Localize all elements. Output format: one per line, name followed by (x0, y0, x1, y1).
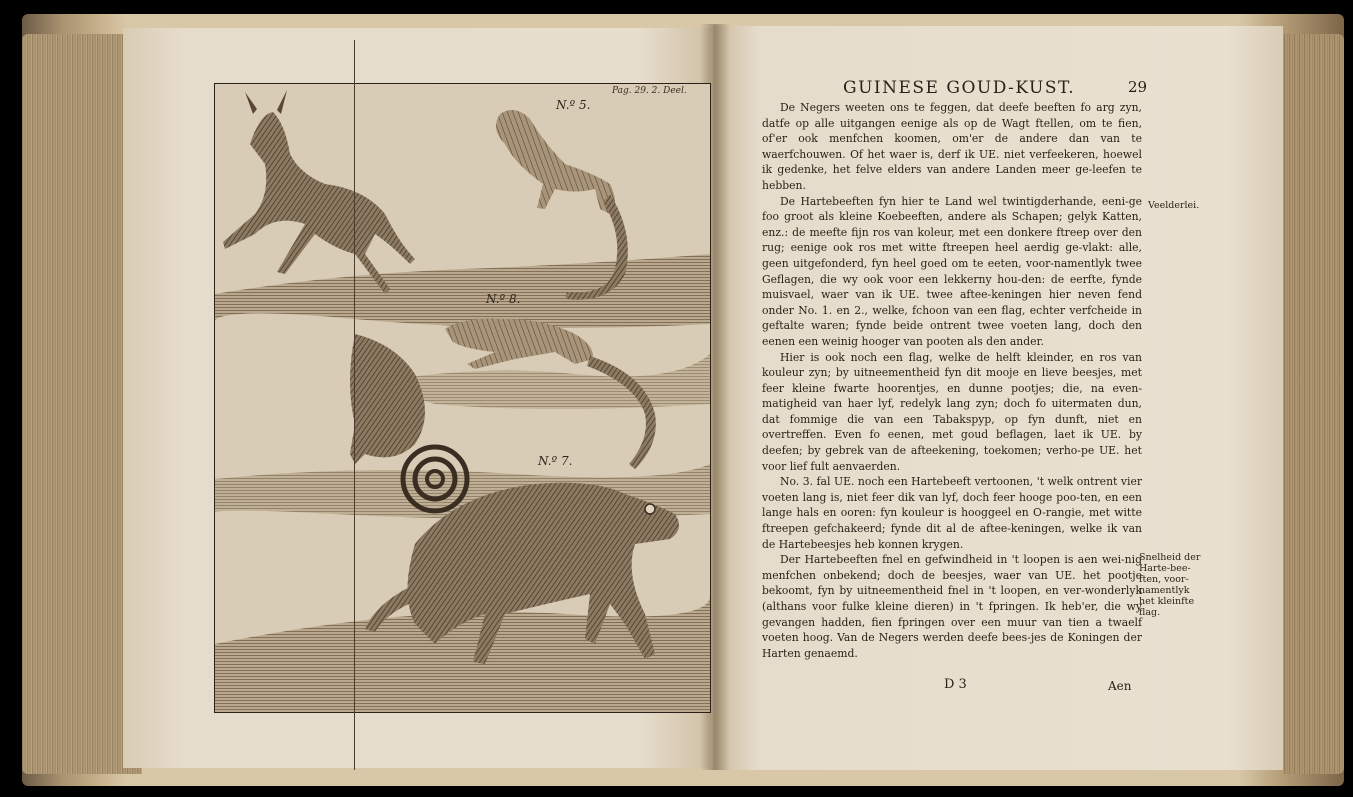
chameleon-left (350, 334, 425, 464)
margin-note: Snelheid der Harte-bee-ften, voor-namentlyk het kleinfte flag. (1139, 552, 1201, 618)
paragraph: No. 3. fal UE. noch een Hartebeeft vertoonen, 't welk ontrent vier voeten lang is, niet feer dik van lyf, doch feer hooge poo-ten, en een lange hals en ooren: fyn kouleur is hooggeel en O-rangie, met witte ftreepen gefchakeerd; fynde dit al de aftee-keningen, welke ik van de Hartebeesjes heb konnen krygen. (762, 475, 1142, 551)
plate-label-7: N.º 7. (538, 454, 573, 468)
body-text (762, 100, 1142, 661)
paragraph: Der Hartebeeften fnel en gefwindheid in 't loopen is aen wei-nig menfchen onbekend; doch de beesjes, waer van UE. het pootje bekoomt, fyn by uitneementheid fnel in 't loopen, en ver-wonderlyk (althans voor fulke kleine dieren) in 't fpringen. Ik heb'er, die wy gevangen hadden, fien fpringen over een muur van tien a twaelf voeten hoog. Van de Negers werden deefe bees-jes de Koningen der Harten genaemd. (762, 553, 1142, 660)
plate-illustration (215, 84, 710, 712)
page-edges-right (1284, 34, 1344, 774)
deer (223, 112, 415, 294)
paragraph: De Hartebeeften fyn hier te Land wel twintigderhande, eeni-ge foo groot als kleine Koebeeften, andere als Schapen; gelyk Katten, enz.: de meefte fijn ros van koleur, met een donkere ftreep over den rug; eenige ook ros met witte ftreepen heel aerdig ge-vlakt: alle, geen uitgefonderd, fyn heel goed om te eeten, voor-namentlyk twee Geflagen, die wy ook voor een lekkerny hou-den: de eerfte, fynde muisvael, waer van ik UE. twee aftee-keningen hier neven fend onder No. 1. en 2., welke, fchoon van een flag, echter verfcheide in geftalte waren; fynde beide ontrent twee voeten lang, doch den eenen een weinig hooger van pooten als den ander. (762, 194, 1142, 348)
margin-note: Veelderlei. (1148, 200, 1200, 211)
paragraph: Hier is ook noch een flag, welke de helft kleinder, en ros van kouleur zyn; by uitneementheid fyn dit mooje en lieve beesjes, met feer kleine fwarte hoorentjes, en dunne pootjes; die, na even-matigheid van haer lyf, redelyk lang zyn; doch fo uitermaten dun, dat fommige die van een Tabakspyp, op fyn dunft, niet en overtreffen. Even fo eenen, met goud beflagen, laet ik UE. by deefen; by gebrek van de afteekening, toekomen; verho-pe UE. het voor lief fult aenvaerden. (762, 350, 1142, 473)
page-number: 29 (1128, 78, 1148, 96)
catchword: Aen (1108, 679, 1132, 693)
plate-label-8: N.º 8. (486, 292, 521, 306)
signature-mark: D 3 (944, 677, 967, 692)
plate-caption: Pag. 29. 2. Deel. (612, 86, 687, 96)
engraved-plate (214, 83, 711, 713)
plate-fold-line (354, 40, 355, 770)
plate-label-5: N.º 5. (556, 98, 591, 112)
fox-animal (496, 110, 615, 214)
running-head: GUINESE GOUD-KUST. (843, 78, 1076, 98)
paragraph: De Negers weeten ons te feggen, dat deefe beeften fo arg zyn, datfe op alle uitgangen eenige als op de Wagt ftellen, om te fien, of'er ook menfchen koomen, om'er de andere dan van te waerfchouwen. Of het waer is, derf ik UE. niet verfeekeren, hoewel ik gedenke, het felve elders van andere Landen meer ge-leefen te hebben. (762, 101, 1142, 192)
